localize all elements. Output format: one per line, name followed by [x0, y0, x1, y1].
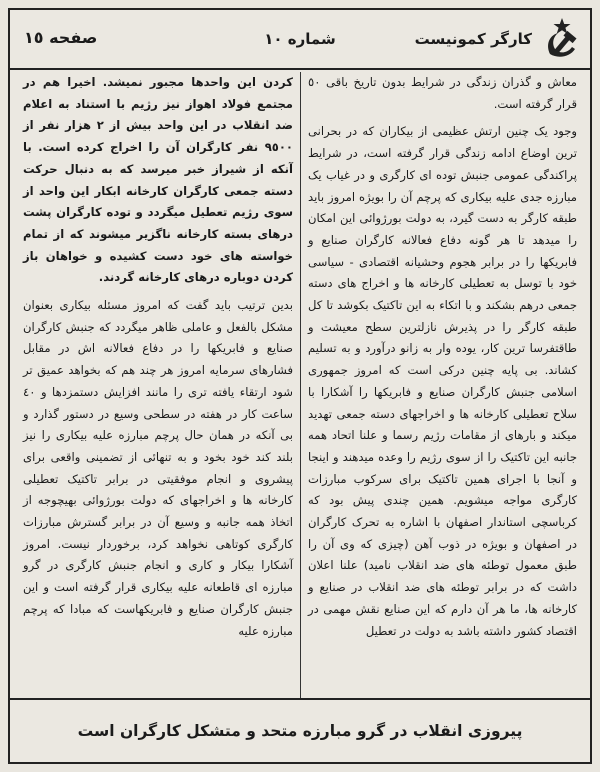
page-header [10, 10, 590, 70]
issue-number: شماره ١٠ [264, 30, 336, 48]
paragraph: وجود یک چنین ارتش عظیمی از بیکاران که در بحرانی ترین اوضاع ادامه زندگی قرار گرفته است، در شرایط پراکندگی عمومی جنبش توده ای کارگری و در غیاب یک مبارزه جدی علیه بیکاری که پرچم آن را بویژه امروز باید طبقه کارگر به دست گیرد، به دولت بورژوائی این امکان را میدهد تا هر گونه دفاع فعالانه کارگران صنایع و فابریکها را در برابر هجوم وحشیانه اقتصادی - سیاسی خود با توسل به تعطیلی کارخانه ها و اخراج های دسته جمعی درهم بشکند و با اتکاء به این تاکتیک بکوشد تا کل طبقه کارگر را در پذیرش نازلترین سطح معیشت و طاقتفرسا ترین کار، یوده وار به زانو درآورد و به تسلیم کشاند. بی پایه چنین درکی است که امروز جمهوری اسلامی جنبش کارگران صنایع و فابریکها را آشکارا با سلاح تعطیلی کارخانه ها و اخراجهای دسته جمعی تهدید میکند و بارهای از مقامات رژیم رسما و علنا اتحاد همه جانبه این تاکتیک را از سوی رژیم را وعده میدهند و اینجا و آنجا با اجرای همین تاکتیک برای سرکوب مبارزات کارگری مواجه میشویم. همین چندی پیش بود که کرباسچی استاندار اصفهان با اشاره به تحرک کارگران در اصفهان و بویژه در ذوب آهن (چیزی که وی آن را طبق معمول توطئه های ضد انقلاب نامید) علنا اعلان داشت که در برابر توطئه های ضد انقلاب در صنایع و کارخانه ها، ما هر آن دارم که این صنایع نقش مهمی در اقتصاد کشور داشته باشد به دولت در تعطیل [308, 124, 577, 638]
paragraph: بدین ترتیب باید گفت که امروز مسئله بیکاری بعنوان مشکل بالفعل و عاملی ظاهر میگردد که جنبش کارگران صنایع و فابریکها را در دفاع فعالانه اش در مقابل فشارهای سرمایه امروز هر چند هم که بخواهد عمیق تر شود ارتقاء یافته تری را مانند افزایش دستمزدها و ٤٠ ساعت کار در هفته در سطحی وسیع در دستور گذارد و بی آنکه در همان حال پرچم مبارزه علیه بیکاری را نیز بلند کند خود بخود و به تنهائی از تضمینی واقعی برای پیشروی و انجام موفقیتی در برابر تاکتیک تعطیلی کارخانه ها و اخراجهای که دولت بورژوائی بهیچوجه از اتخاذ همه جانبه و وسیع آن در برابر گسترش مبارزات کارگری کوتاهی نخواهد کرد، برخوردار نیست. امروز آشکارا بیکار و کاری و انجام جنبش کارگری در گرو مبارزه ای قاطعانه علیه بیکاری قرار گرفته است و این جنبش کارگران صنایع و فابریکهاست که مبادا که پرچم مبارزه علیه [23, 298, 293, 638]
paragraph: کردن این واحدها مجبور نمیشد. اخیرا هم در مجتمع فولاد اهواز نیز رژیم با استناد به اعلام ضد انقلاب در این واحد بیش از ٢ هزار نفر از ٩٥٠٠ نفر کارگران آن را اخراج کرده است. با آنکه از شیراز خبر میرسد که به دنبال حرکت دسته جمعی کارگران کارخانه ابکار این واحد از سوی رژیم تعطیل میگردد و توده کارگران پشت درهای بسته کارخانه ناگزیر میشوند که از تمام خواسته های خود دست کشیده و خواهان باز کردن دوباره درهای کارخانه گردند. [23, 75, 293, 285]
left-column [16, 72, 300, 698]
footer-slogan: پیروزی انقلاب در گرو مبارزه متحد و متشکل کارگران است [10, 698, 590, 762]
right-column [300, 72, 584, 698]
newspaper-page [8, 8, 592, 764]
page-number: صفحه ١٥ [24, 28, 98, 47]
article-body [16, 72, 584, 698]
paragraph: معاش و گذران زندگی در شرایط بدون تاریخ باقی ٥٠ قرار گرفته است. [308, 75, 577, 111]
publication-name: کارگر کمونیست [414, 30, 532, 48]
